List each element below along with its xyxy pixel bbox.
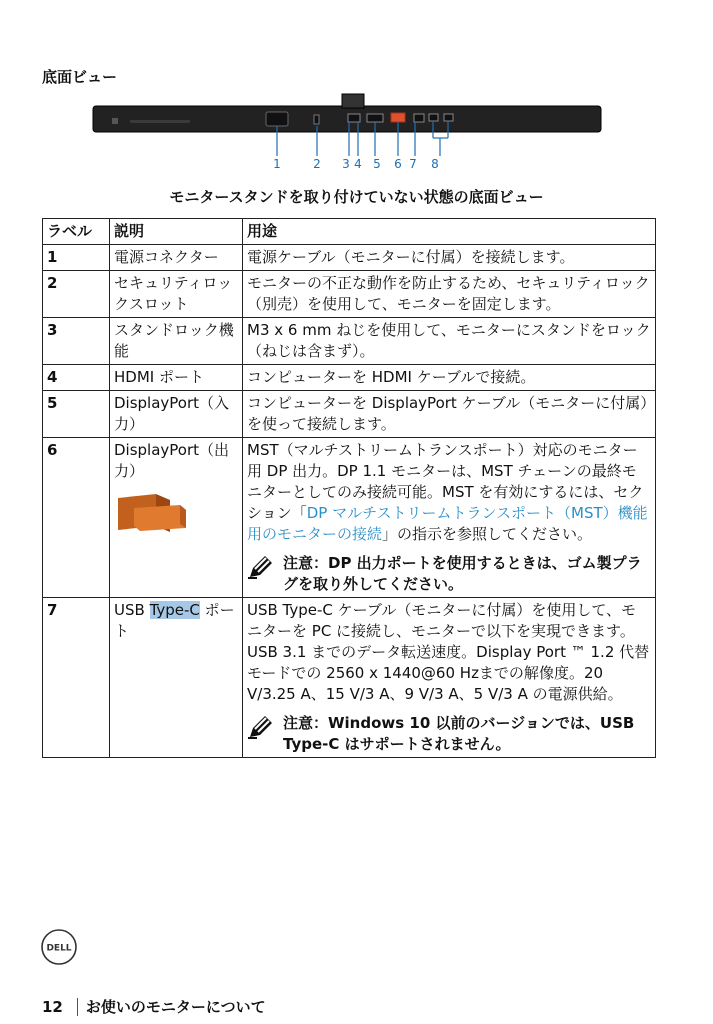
page-number: 12 xyxy=(42,997,63,1016)
row-usage: コンピューターを HDMI ケーブルで接続。 xyxy=(243,365,656,391)
row-description: 電源コネクター xyxy=(110,245,243,271)
table-row xyxy=(43,318,656,365)
callout-3: 3 xyxy=(342,157,350,171)
svg-text:DELL: DELL xyxy=(46,943,72,954)
usage-text: USB Type-C ケーブル（モニターに付属）を使用して、モニターを PC に接続し、モニターで以下を実現できます。USB 3.1 までのデータ転送速度。Display Port ™ 1.2 代替モードでの 2560 x 1440@60 Hzまでの解像度。20 V/3.25 A、15 V/3 A、9 V/3 A、5 V/3 A の電源供給。 xyxy=(247,601,650,703)
note-text: 注意：Windows 10 以前のバージョンでは、USB Type-C はサポートされません。 xyxy=(283,714,635,753)
section-title: 底面ビュー xyxy=(42,68,118,86)
usage-text-end: 」の指示を参照してください。 xyxy=(382,525,593,543)
row-label: 4 xyxy=(43,365,110,391)
pencil-note-icon xyxy=(247,553,277,579)
monitor-bottom-view-diagram xyxy=(90,92,610,172)
usage-text: MST（マルチストリームトランスポート）対応のモニター用 DP 出力。DP 1.1 モニターは、MST チェーンの最終モニターとしてのみ接続可能。MST を有効にするには、セクション「 xyxy=(247,441,644,522)
table-header-row xyxy=(43,219,656,245)
row-usage xyxy=(243,598,656,758)
table-row xyxy=(43,365,656,391)
table-row xyxy=(43,245,656,271)
highlighted-text: Type-C xyxy=(149,601,200,619)
callout-8: 8 xyxy=(431,157,439,171)
callout-6: 6 xyxy=(394,157,402,171)
chapter-title: お使いのモニターについて xyxy=(85,998,266,1016)
row-usage: モニターの不正な動作を防止するため、セキュリティロック（別売）を使用して、モニターを固定します。 xyxy=(243,271,656,318)
row-usage: コンピューターを DisplayPort ケーブル（モニターに付属）を使って接続します。 xyxy=(243,391,656,438)
row-label: 2 xyxy=(43,271,110,318)
note-text: 注意：DP 出力ポートを使用するときは、ゴム製プラグを取り外してください。 xyxy=(283,554,642,593)
callout-7: 7 xyxy=(409,157,417,171)
callout-5: 5 xyxy=(373,157,381,171)
mst-section-link[interactable]: DP マルチストリームトランスポート（MST）機能用のモニターの接続 xyxy=(247,504,648,543)
row-label: 3 xyxy=(43,318,110,365)
row-usage: M3 x 6 mm ねじを使用して、モニターにスタンドをロック（ねじは含まず）。 xyxy=(243,318,656,365)
row-label: 1 xyxy=(43,245,110,271)
row-description: DisplayPort（入力） xyxy=(110,391,243,438)
callout-4: 4 xyxy=(354,157,362,171)
desc-prefix: USB xyxy=(114,601,150,619)
rubber-plug-image xyxy=(114,488,190,538)
callout-1: 1 xyxy=(273,157,281,171)
row-description-text: DisplayPort（出力） xyxy=(114,441,230,480)
row-description: HDMI ポート xyxy=(110,365,243,391)
footer-separator xyxy=(77,998,78,1016)
row-usage xyxy=(243,438,656,598)
table-row xyxy=(43,598,656,758)
row-label: 5 xyxy=(43,391,110,438)
row-description xyxy=(110,438,243,598)
table-row xyxy=(43,271,656,318)
pencil-note-icon xyxy=(247,713,277,739)
desc-suffix: ポート xyxy=(114,601,235,640)
table-row xyxy=(43,391,656,438)
note xyxy=(247,713,651,755)
note xyxy=(247,553,651,595)
row-description: スタンドロック機能 xyxy=(110,318,243,365)
row-description: セキュリティロックスロット xyxy=(110,271,243,318)
row-usage: 電源ケーブル（モニターに付属）を接続します。 xyxy=(243,245,656,271)
row-description xyxy=(110,598,243,758)
row-label: 7 xyxy=(43,598,110,758)
ports-table xyxy=(42,218,656,758)
callout-2: 2 xyxy=(313,157,321,171)
header-usage: 用途 xyxy=(243,219,656,245)
page-footer xyxy=(42,996,266,1017)
header-description: 説明 xyxy=(110,219,243,245)
table-row xyxy=(43,438,656,598)
header-label: ラベル xyxy=(43,219,110,245)
row-label: 6 xyxy=(43,438,110,598)
diagram-caption: モニタースタンドを取り付けていない状態の底面ビュー xyxy=(169,188,544,206)
dell-logo xyxy=(40,928,78,966)
